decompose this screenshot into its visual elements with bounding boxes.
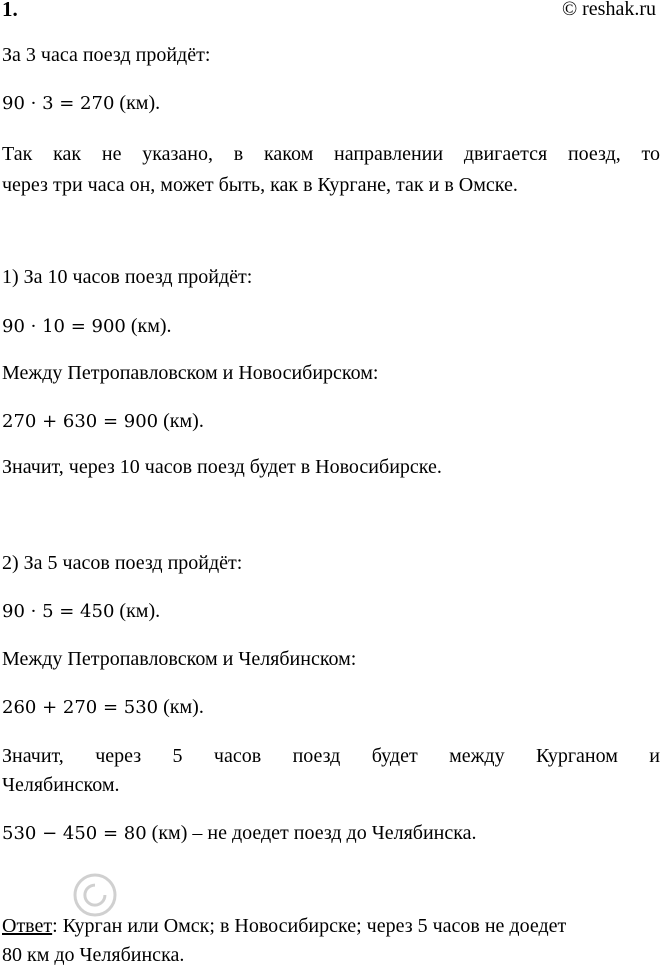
part2-intro: 2) За 5 часов поезд пройдёт: bbox=[2, 552, 243, 574]
answer-line1 bbox=[2, 914, 566, 938]
part1-between: Между Петропавловском и Новосибирском: bbox=[2, 362, 379, 384]
part0-calc bbox=[2, 91, 160, 116]
part0-explain-line2: через три часа он, может быть, как в Кургане, так и в Омске. bbox=[2, 174, 518, 196]
answer-text-line1: : Курган или Омск; в Новосибирске; через 5 часов не доедет bbox=[52, 915, 567, 937]
copyright-notice: © reshak.ru bbox=[561, 0, 656, 20]
part1-calc2 bbox=[2, 409, 204, 434]
part1-calc2-unit: (км). bbox=[158, 410, 204, 432]
part2-calc2 bbox=[2, 695, 204, 720]
copyright-c-icon bbox=[81, 883, 107, 909]
answer-label: Ответ bbox=[2, 915, 53, 937]
part2-conclusion-line2: Челябинском. bbox=[2, 774, 120, 796]
part0-explain-line1: Так как не указано, в каком направлении двигается поезд, то bbox=[2, 143, 660, 165]
part1-intro: 1) За 10 часов поезд пройдёт: bbox=[2, 266, 253, 288]
problem-number: 1. bbox=[2, 0, 18, 21]
part1-calc1-expr: 90 · 10 = 900 bbox=[2, 316, 126, 337]
part1-calc1-unit: (км). bbox=[125, 315, 172, 337]
part0-calc-expr: 90 · 3 = 270 bbox=[2, 93, 115, 114]
part2-calc1 bbox=[2, 599, 160, 624]
part2-calc3 bbox=[2, 821, 477, 846]
answer-line2: 80 км до Челябинска. bbox=[2, 944, 185, 966]
part0-calc-unit: (км). bbox=[114, 92, 161, 114]
part2-calc1-expr: 90 · 5 = 450 bbox=[2, 601, 115, 622]
part2-calc3-unit: (км) – не доедет поезд до Челябинска. bbox=[146, 822, 477, 844]
part2-calc1-unit: (км). bbox=[114, 600, 161, 622]
part2-calc2-expr: 260 + 270 = 530 bbox=[2, 697, 159, 718]
part2-conclusion-line1: Значит, через 5 часов поезд будет между Курганом и bbox=[2, 745, 660, 767]
part1-calc2-expr: 270 + 630 = 900 bbox=[2, 411, 159, 432]
part2-calc2-unit: (км). bbox=[158, 696, 204, 718]
part2-between: Между Петропавловском и Челябинском: bbox=[2, 648, 357, 670]
part1-conclusion: Значит, через 10 часов поезд будет в Новосибирске. bbox=[2, 456, 442, 478]
part2-calc3-expr: 530 − 450 = 80 bbox=[2, 823, 147, 844]
part1-calc1 bbox=[2, 314, 172, 339]
part0-intro: За 3 часа поезд пройдёт: bbox=[2, 44, 211, 66]
